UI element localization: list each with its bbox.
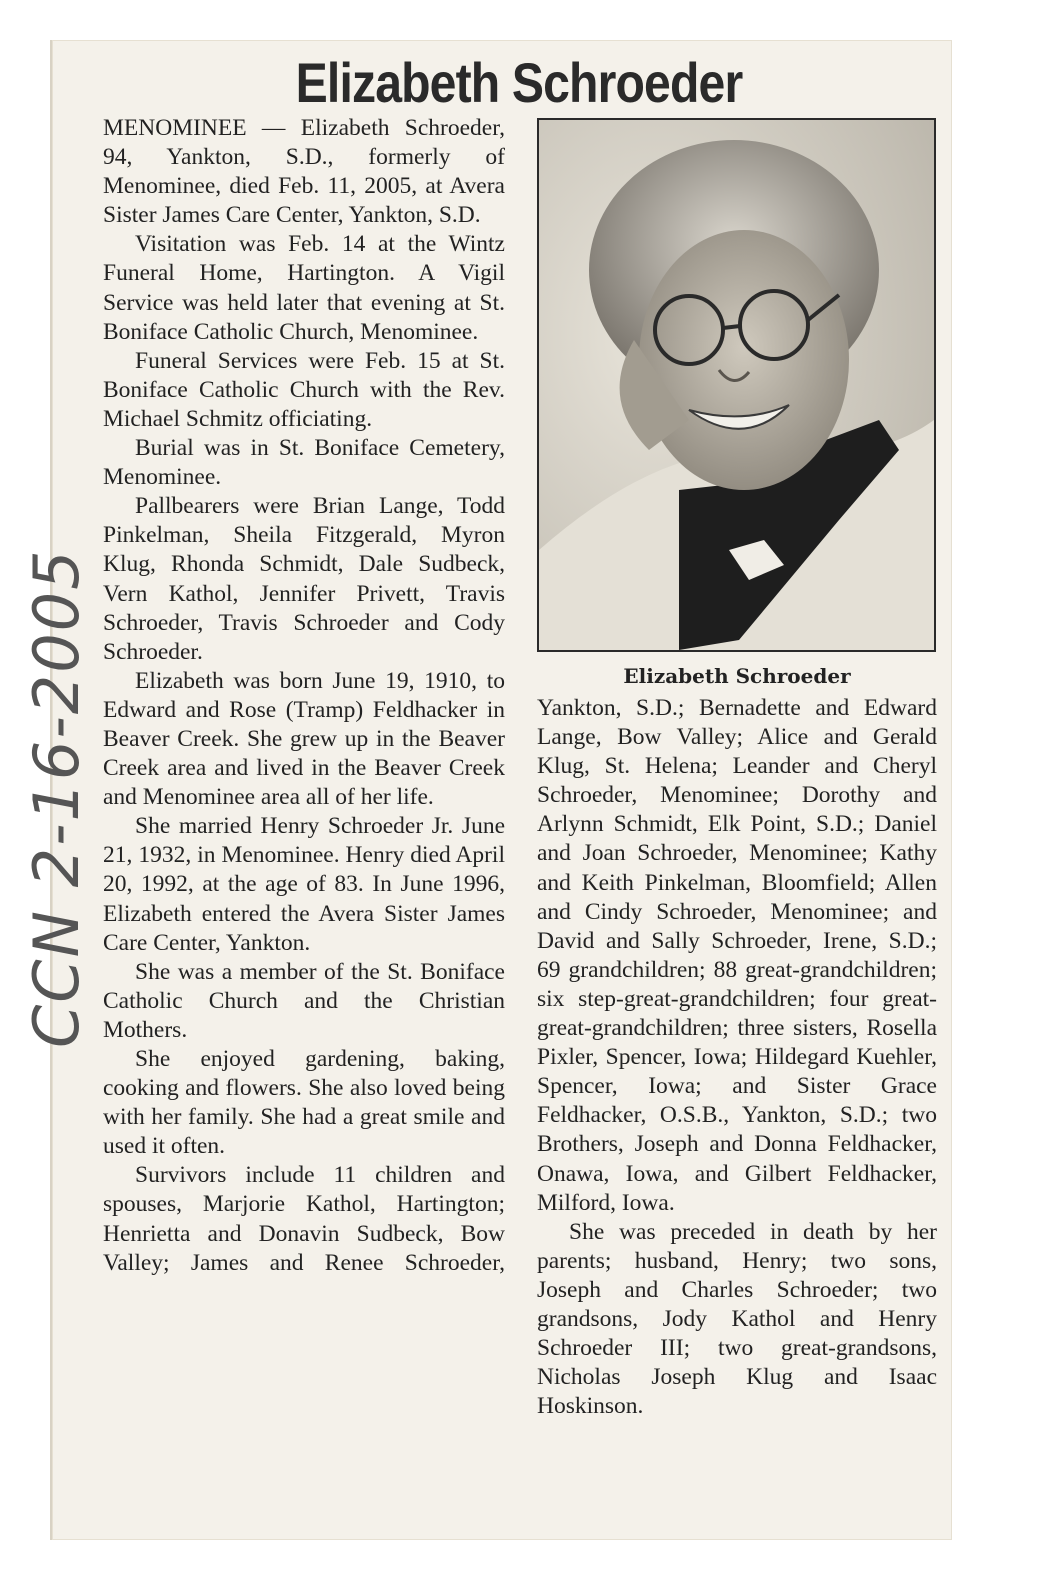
portrait-photo <box>537 118 936 652</box>
right-column <box>537 694 937 1421</box>
paragraph-membership: She was a member of the St. Boniface Catholic Church and the Christian Mothers. <box>103 958 505 1043</box>
paragraph-birth: Elizabeth was born June 19, 1910, to Edward and Rose (Tramp) Feldhacker in Beaver Creek. She grew up in the Beaver Creek area and lived in the Beaver Creek and Menominee area all of her life. <box>103 667 505 811</box>
photo-caption: Elizabeth Schroeder <box>623 664 851 688</box>
paragraph-hobbies: She enjoyed gardening, baking, cooking and flowers. She also loved being with her family. She had a great smile and used it often. <box>103 1046 505 1160</box>
paragraph-visitation: Visitation was Feb. 14 at the Wintz Funeral Home, Hartington. A Vigil Service was held later that evening at St. Boniface Catholic Church, Menominee. <box>103 231 505 345</box>
portrait-illustration <box>539 120 934 650</box>
paragraph-survivors-continued: Yankton, S.D.; Bernadette and Edward Lange, Bow Valley; Alice and Gerald Klug, St. Helena; Leander and Cheryl Schroeder, Menominee; Dorothy and Arlynn Schmidt, Elk Point, S.D.; Daniel and Joan Schroeder, Menominee; Kathy and Keith Pinkelman, Bloomfield; Allen and Cindy Schroeder, Menominee; and David and Sally Schroeder, Irene, S.D.; 69 grandchildren; 88 great-grandchildren; six step-great-grandchildren; four great-great-grandchildren; three sisters, Rosella Pixler, Spencer, Iowa; Hildegard Kuehler, Spencer, Iowa; and Sister Grace Feldhacker, O.S.B., Yankton, S.D.; two Brothers, Joseph and Donna Feldhacker, Onawa, Iowa, and Gilbert Feldhacker, Milford, Iowa. <box>537 695 937 1216</box>
paragraph-survivors-start: Survivors include 11 children and spouses, Marjorie Kathol, Hartington; Henrietta and Donavin Sudbeck, Bow Valley; James and Renee Schroeder, <box>103 1162 505 1276</box>
paragraph-preceded: She was preceded in death by her parents; husband, Henry; two sons, Joseph and Charles Schroeder; two grandsons, Jody Kathol and Henry Schroeder III; two great-grandsons, Nicholas Joseph Klug and Isaac Hoskinson. <box>537 1218 937 1420</box>
handwritten-date-note: CCN 2-16-2005 <box>20 548 93 1048</box>
paragraph-intro: MENOMINEE — Elizabeth Schroeder, 94, Yankton, S.D., formerly of Menominee, died Feb. 11, 2005, at Avera Sister James Care Center, Yankton, S.D. <box>103 115 505 229</box>
left-column <box>103 114 505 1278</box>
paragraph-burial: Burial was in St. Boniface Cemetery, Menominee. <box>103 435 505 491</box>
paragraph-pallbearers: Pallbearers were Brian Lange, Todd Pinkelman, Sheila Fitzgerald, Myron Klug, Rhonda Schmidt, Dale Sudbeck, Vern Kathol, Jennifer Privett, Travis Schroeder, Travis Schroeder and Cody Schroeder. <box>103 493 505 665</box>
paragraph-funeral: Funeral Services were Feb. 15 at St. Boniface Catholic Church with the Rev. Michael Schmitz officiating. <box>103 347 505 432</box>
obituary-headline: Elizabeth Schroeder <box>295 51 743 114</box>
paragraph-marriage: She married Henry Schroeder Jr. June 21, 1932, in Menominee. Henry died April 20, 1992, at the age of 83. In June 1996, Elizabeth entered the Avera Sister James Care Center, Yankton. <box>103 813 505 956</box>
